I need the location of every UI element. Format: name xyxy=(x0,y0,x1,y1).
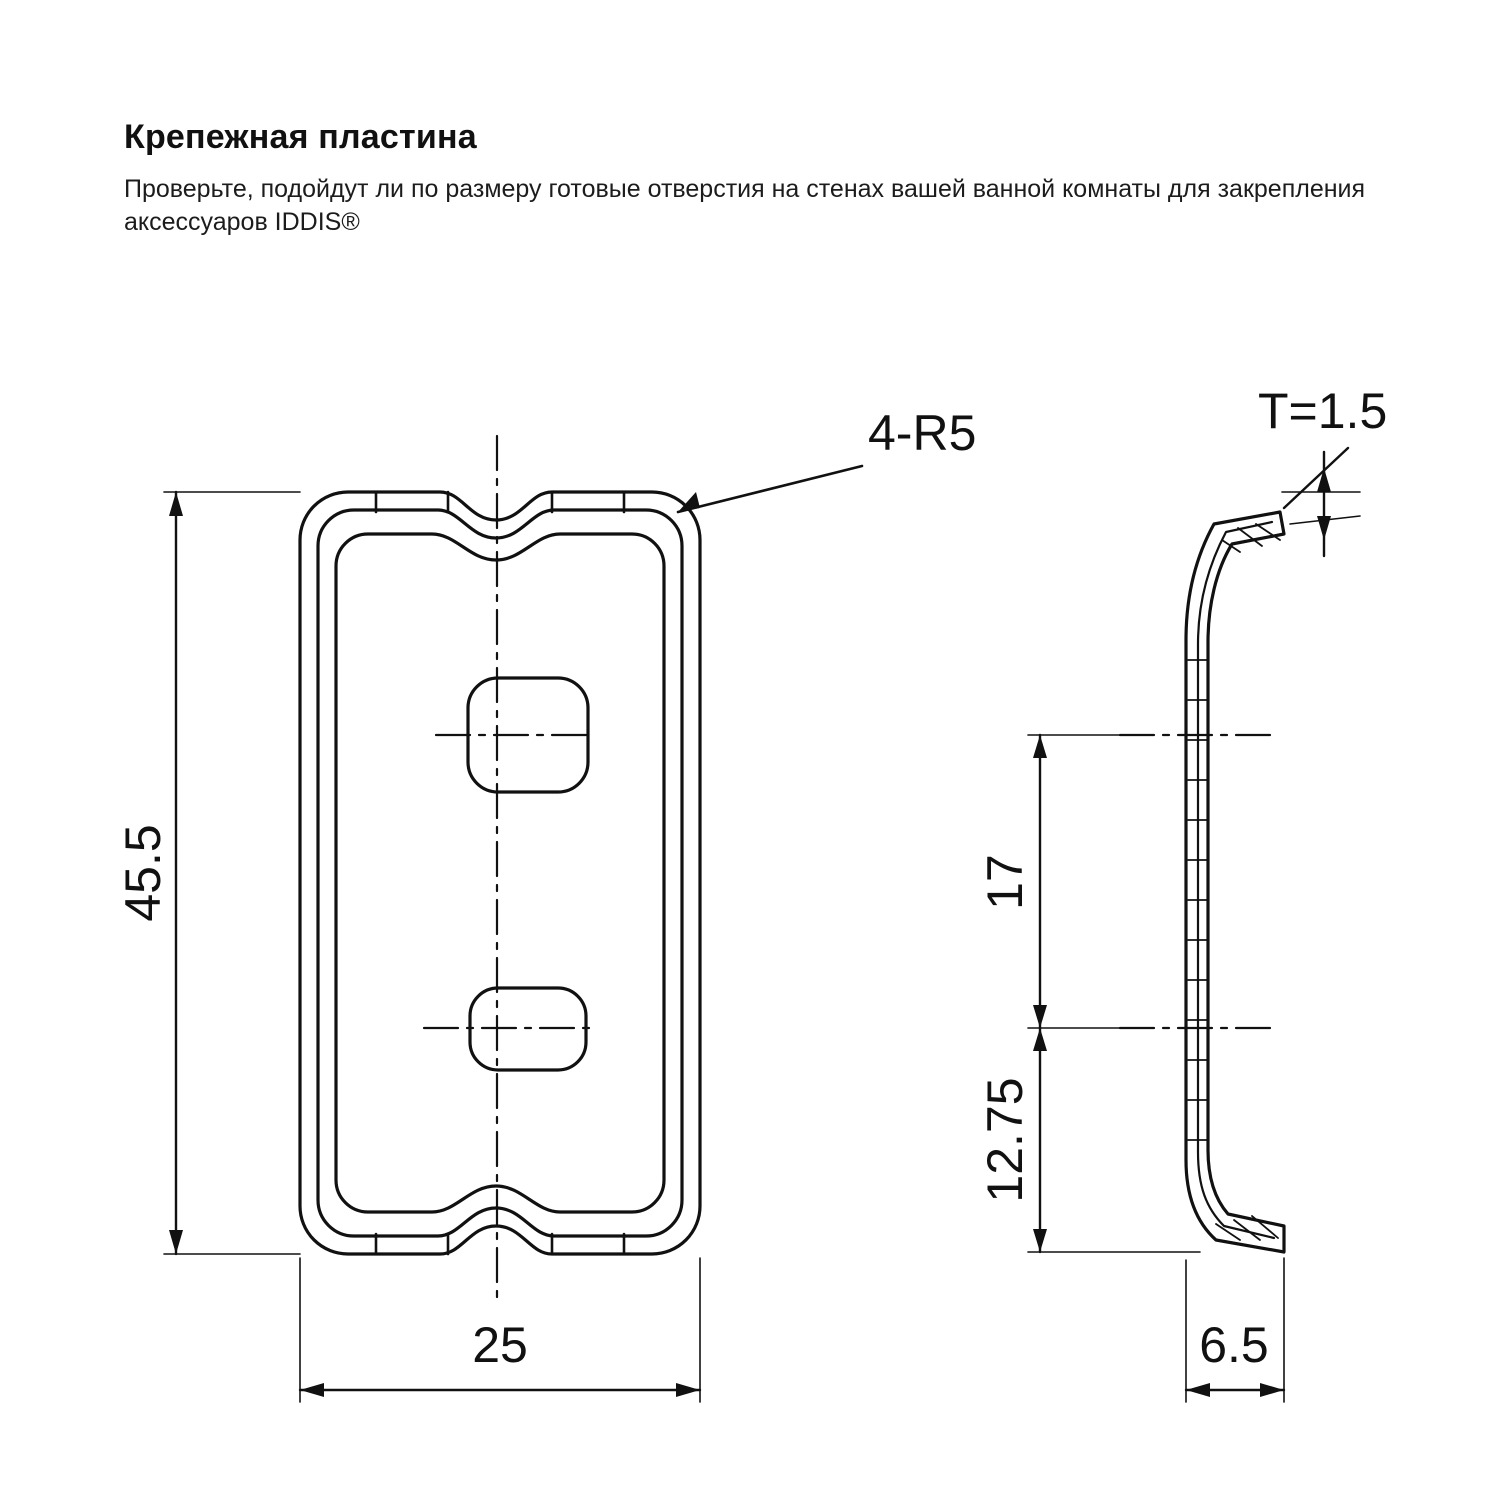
dimension-labels xyxy=(115,383,1387,1373)
label-6-5: 6.5 xyxy=(1199,1317,1269,1373)
section-hatching xyxy=(1188,524,1280,1240)
front-view xyxy=(164,436,862,1402)
plate-inner-outline-2 xyxy=(336,534,664,1212)
dimension-height-45-5 xyxy=(164,492,300,1254)
leader-thickness xyxy=(1282,448,1360,556)
label-17: 17 xyxy=(977,854,1033,910)
plate-outer-outline xyxy=(300,492,700,1254)
dimension-17 xyxy=(1028,735,1120,1028)
side-view xyxy=(1028,448,1360,1402)
page-subtitle: Проверьте, подойдут ли по размеру готовые отверстия на стенах вашей ванной комнаты для закрепления аксессуаров IDDIS® xyxy=(124,175,1366,236)
side-profile-outer xyxy=(1186,512,1284,1252)
label-t-1-5: T=1.5 xyxy=(1258,383,1388,439)
label-12-75: 12.75 xyxy=(977,1077,1033,1203)
leader-4-r5 xyxy=(678,466,862,512)
label-25: 25 xyxy=(472,1317,528,1373)
label-45-5: 45.5 xyxy=(115,824,171,922)
label-4-r5: 4-R5 xyxy=(868,405,977,461)
side-centerlines xyxy=(1120,735,1270,1028)
corner-radius-ticks xyxy=(376,492,624,1254)
plate-inner-outline-1 xyxy=(318,510,682,1236)
page-title: Крепежная пластина xyxy=(124,118,477,156)
dimension-12-75 xyxy=(1028,1028,1200,1252)
front-centerlines xyxy=(424,436,596,1300)
